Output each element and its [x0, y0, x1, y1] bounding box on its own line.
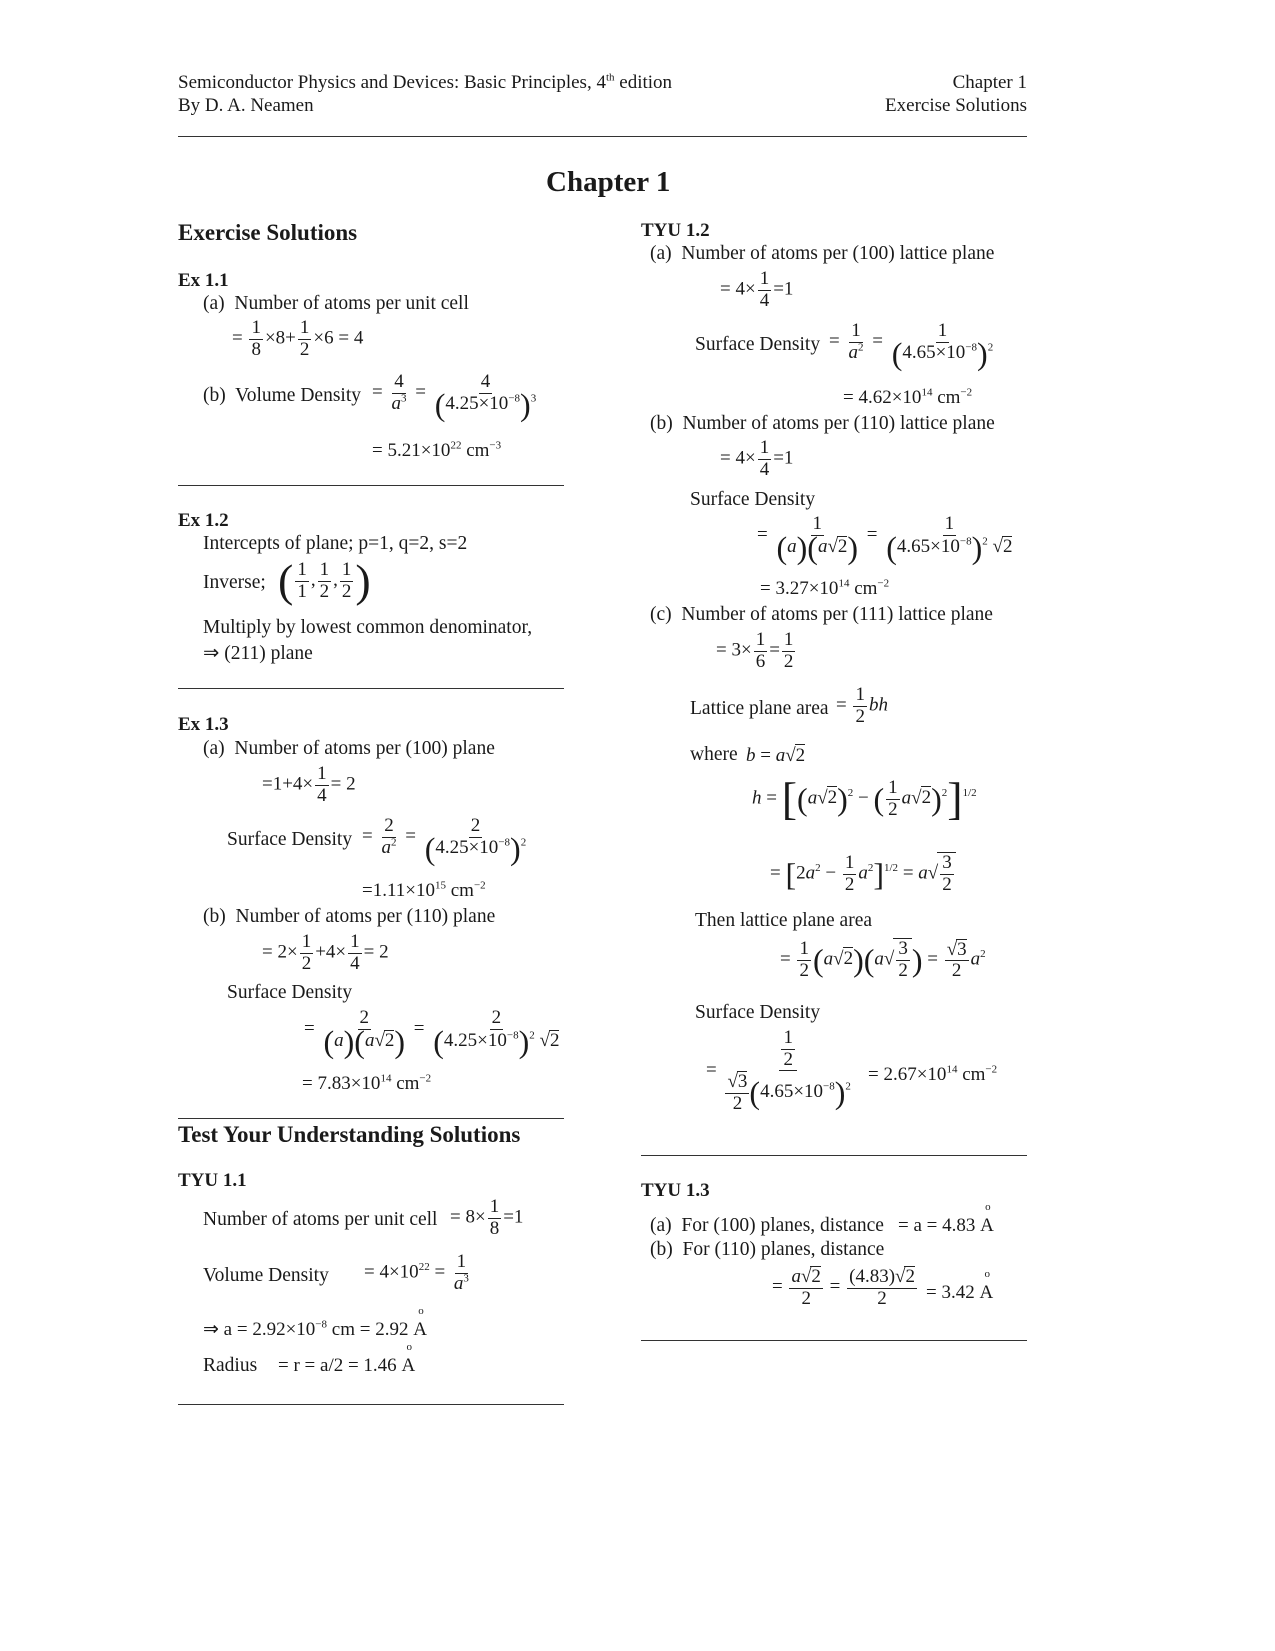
ex-1-2-plane: ⇒ (211) plane [203, 643, 313, 664]
ex-1-3-divider [178, 1118, 564, 1119]
header-book-title: Semiconductor Physics and Devices: Basic Principles, 4th edition [178, 71, 673, 93]
angstrom-symbol: o A [979, 1282, 993, 1304]
ex-1-3-surface-density-label: Surface Density [227, 829, 353, 850]
tyu-1-2-a-result: = $4.62\times 10^{14}$ $cm^{-2}$ [843, 386, 973, 408]
ex-1-2-inverse-equation: ( $\frac{1}{1}$ , $\frac{1}{2}$ , $\frac{1}{2}$ ) [278, 555, 371, 607]
tyu-1-2-b-definition: b = a√2 [746, 745, 806, 766]
tyu-1-1-a-line: ⇒ $a = 2.92\times 10^{-8}$ cm = 2.92 o A [203, 1318, 427, 1341]
tyu-1-2-divider [641, 1155, 1027, 1156]
tyu-1-2-b: (b) Number of atoms per (110) lattice plane [650, 413, 995, 434]
exercise-solutions-heading: Exercise Solutions [178, 220, 358, 245]
tyu-1-2-c-density-equation: = $\frac{1}{2}$ $\frac{√3}{2}$ $(4.65\times 10^{-8})^2$ [706, 1027, 851, 1114]
tyu-1-2-then-area-label: Then lattice plane area [695, 910, 873, 931]
tyu-1-3-b-result: = 3.42 o A [926, 1282, 993, 1304]
ex-1-2-inverse-label: Inverse; [203, 572, 266, 593]
tyu-1-2-surface-density-b-label: Surface Density [690, 489, 816, 510]
tyu-1-2-where-label: where [690, 744, 738, 765]
header-author: By D. A. Neamen [178, 95, 314, 116]
ex-1-3-title: Ex 1.3 [178, 714, 229, 735]
tyu-1-2-c-result: = $2.67\times 10^{14}$ $cm^{-2}$ [868, 1063, 998, 1085]
header-solutions-label: Exercise Solutions [885, 95, 1027, 116]
ex-1-3-b-equation: = 2× $\frac{1}{2}$ +4× $\frac{1}{4}$ = 2 [262, 931, 389, 974]
tyu-1-1-volume-equation: = $4\times 10^{22}$ = $\frac{1}{a^3}$ [364, 1251, 469, 1294]
page-title: Chapter 1 [546, 166, 671, 198]
tyu-1-3-b-equation: = $\frac{a√2}{2}$ = $\frac{(4.83)√2}{2}$ [772, 1266, 915, 1309]
tyu-1-2-area-equation: = $\frac{1}{2}$ (a√2)(a√ $\frac{3}{2}$ ) = $\frac{√3}{2}$ $a^2$ [780, 938, 986, 982]
ex-1-3-a-result: $=1.11\times 10^{15}$ $cm^{-2}$ [362, 879, 486, 901]
angstrom-symbol: o A [980, 1215, 994, 1237]
tyu-1-3-divider [641, 1340, 1027, 1341]
tyu-1-2-b-density-equation: = $\frac{1}{(a)(a√2)}$ = $\frac{1}{(4.65\times 10^{-8})^2 √2}$ [757, 513, 1013, 566]
ex-1-2-intercepts: Intercepts of plane; p=1, q=2, s=2 [203, 533, 468, 554]
ex-1-3-a-equation: =1+4× $\frac{1}{4}$ = 2 [262, 763, 356, 806]
tyu-1-2-h-equation: $h = [(a√2)^2$ − ( $\frac{1}{2}$ a√2)$^2$]$^{1/2}$ [752, 773, 977, 825]
tyu-1-3-a-equation: = a = 4.83 o A [898, 1215, 994, 1237]
tyu-1-2-lattice-area-label: Lattice plane area [690, 698, 829, 719]
tyu-1-1-volume-label: Volume Density [203, 1265, 329, 1286]
ex-1-2-multiply: Multiply by lowest common denominator, [203, 617, 533, 638]
tyu-1-2-title: TYU 1.2 [641, 220, 710, 241]
tyu-solutions-heading: Test Your Understanding Solutions [178, 1122, 521, 1147]
header-divider [178, 136, 1027, 137]
ex-1-1-divider [178, 485, 564, 486]
tyu-1-1-radius-label: Radius [203, 1355, 258, 1376]
ex-1-1-b-equation: = $\frac{4}{a^3}$ = $\frac{4}{(4.25\times 10^{-8})^3}$ [372, 371, 537, 423]
ex-1-3-surface-density-b-label: Surface Density [227, 982, 353, 1003]
tyu-1-2-c-equation: = 3× $\frac{1}{6}$ = $\frac{1}{2}$ [716, 629, 794, 672]
ex-1-1-a: (a) Number of atoms per unit cell [203, 293, 469, 314]
tyu-1-2-c: (c) Number of atoms per (111) lattice plane [650, 604, 993, 625]
ex-1-1-title: Ex 1.1 [178, 270, 229, 291]
tyu-1-1-atoms-equation: = 8× $\frac{1}{8}$ =1 [450, 1196, 524, 1239]
tyu-1-2-a-equation: = 4× $\frac{1}{4}$ =1 [720, 268, 794, 311]
header-chapter-label: Chapter 1 [952, 72, 1027, 93]
tyu-1-1-divider [178, 1404, 564, 1405]
tyu-1-1-title: TYU 1.1 [178, 1170, 247, 1191]
tyu-1-2-h-simplified: = [$2a^2$ − $\frac{1}{2}$ $a^2]^{1/2} = a√$ $\frac{3}{2}$ [770, 852, 956, 895]
tyu-1-2-surface-density-label: Surface Density [695, 334, 821, 355]
ex-1-1-a-equation: = $\frac{1}{8}$ ×8+ $\frac{1}{2}$ ×6 = 4 [232, 317, 364, 360]
ex-1-1-b: (b) Volume Density [203, 385, 362, 406]
tyu-1-3-a: (a) For (100) planes, distance [650, 1215, 884, 1236]
ex-1-3-a-density-equation: = $\frac{2}{a^2}$ = $\frac{2}{(4.25\times 10^{-8})^2}$ [362, 815, 527, 867]
ex-1-3-b-result: = $7.83\times 10^{14}$ $cm^{-2}$ [302, 1072, 432, 1094]
tyu-1-2-lattice-area-equation: = $\frac{1}{2}$ bh [836, 684, 888, 727]
ex-1-1-result: = $5.21\times 10^{22}$ $cm^{-3}$ [372, 439, 502, 461]
tyu-1-2-a-density-equation: = $\frac{1}{a^2}$ = $\frac{1}{(4.65\times 10^{-8})^2}$ [829, 320, 994, 372]
tyu-1-2-b-result: = $3.27\times 10^{14}$ $cm^{-2}$ [760, 577, 890, 599]
tyu-1-2-b-equation: = 4× $\frac{1}{4}$ =1 [720, 437, 794, 480]
tyu-1-1-atoms-label: Number of atoms per unit cell [203, 1209, 438, 1230]
ex-1-3-b: (b) Number of atoms per (110) plane [203, 906, 496, 927]
tyu-1-2-surface-density-c-label: Surface Density [695, 1002, 821, 1023]
tyu-1-3-title: TYU 1.3 [641, 1180, 710, 1201]
angstrom-symbol: o A [413, 1319, 427, 1341]
tyu-1-3-b: (b) For (110) planes, distance [650, 1239, 885, 1260]
ex-1-3-b-density-equation: = $\frac{2}{(a)(a√2)}$ = $\frac{2}{(4.25\times 10^{-8})^2 √2}$ [304, 1007, 560, 1060]
tyu-1-2-a: (a) Number of atoms per (100) lattice plane [650, 243, 995, 264]
ex-1-2-divider [178, 688, 564, 689]
tyu-1-1-radius-equation: = r = a/2 = 1.46 o A [278, 1355, 415, 1377]
ex-1-3-a: (a) Number of atoms per (100) plane [203, 738, 495, 759]
angstrom-symbol: o A [401, 1355, 415, 1377]
ex-1-2-title: Ex 1.2 [178, 510, 229, 531]
